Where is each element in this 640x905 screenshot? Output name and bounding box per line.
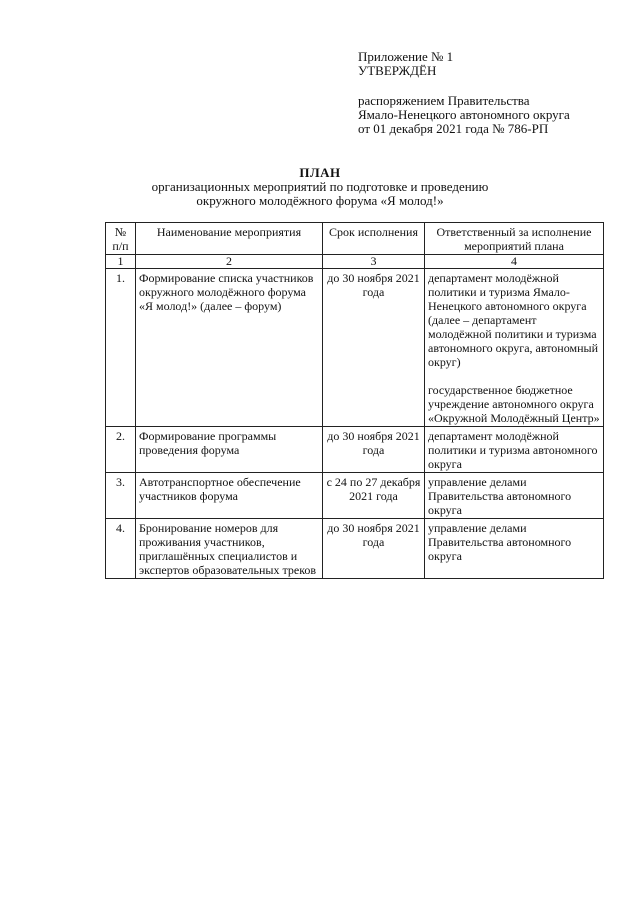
table-row [106, 519, 604, 579]
row-number: 3. [106, 473, 136, 519]
row-responsible: управление делами Правительства автономного округа [425, 473, 604, 519]
row-responsible [425, 269, 604, 427]
header-name: Наименование мероприятия [136, 223, 323, 255]
approved-by-line: распоряжением Правительства [358, 93, 530, 108]
row-deadline: с 24 по 27 декабря 2021 года [323, 473, 425, 519]
row-responsible: департамент молодёжной политики и туризма автономного округа [425, 427, 604, 473]
column-number: 2 [136, 255, 323, 269]
row-number: 1. [106, 269, 136, 427]
header-term: Срок исполнения [323, 223, 425, 255]
approval-stamp [358, 50, 570, 136]
row-number: 2. [106, 427, 136, 473]
column-number: 4 [425, 255, 604, 269]
row-event-name: Формирование программы проведения форума [136, 427, 323, 473]
title-main: ПЛАН [299, 165, 341, 180]
row-responsible: управление делами Правительства автономного округа [425, 519, 604, 579]
document-title [0, 166, 640, 208]
header-num: № п/п [106, 223, 136, 255]
column-number: 1 [106, 255, 136, 269]
spacer [428, 369, 600, 383]
plan-table [105, 222, 604, 579]
table-row [106, 427, 604, 473]
row-deadline: до 30 ноября 2021 года [323, 427, 425, 473]
approved-by-line: Ямало-Ненецкого автономного округа [358, 107, 570, 122]
appendix-number: Приложение № 1 [358, 49, 454, 64]
row-event-name: Бронирование номеров для проживания участников, приглашённых специалистов и экспертов образовательных треков [136, 519, 323, 579]
row-deadline: до 30 ноября 2021 года [323, 269, 425, 427]
approved-label: УТВЕРЖДЁН [358, 63, 437, 78]
row-event-name: Автотранспортное обеспечение участников форума [136, 473, 323, 519]
header-responsible: Ответственный за исполнение мероприятий плана [425, 223, 604, 255]
approved-by-line: от 01 декабря 2021 года № 786-РП [358, 121, 549, 136]
spacer [358, 78, 570, 94]
column-number-row [106, 255, 604, 269]
table-header-row [106, 223, 604, 255]
title-subtitle: организационных мероприятий по подготовке и проведению [151, 179, 489, 194]
title-subtitle: окружного молодёжного форума «Я молод!» [196, 193, 444, 208]
responsible-text: департамент молодёжной политики и туризма Ямало-Ненецкого автономного округа (далее – департамент молодёжной политики и туризма автономного округа, автономный округ) [428, 271, 599, 369]
column-number: 3 [323, 255, 425, 269]
responsible-text: государственное бюджетное учреждение автономного округа «Окружной Молодёжный Центр» [428, 383, 600, 425]
table-row [106, 473, 604, 519]
row-event-name: Формирование списка участников окружного молодёжного форума «Я молод!» (далее – форум) [136, 269, 323, 427]
row-deadline: до 30 ноября 2021 года [323, 519, 425, 579]
table-row [106, 269, 604, 427]
row-number: 4. [106, 519, 136, 579]
